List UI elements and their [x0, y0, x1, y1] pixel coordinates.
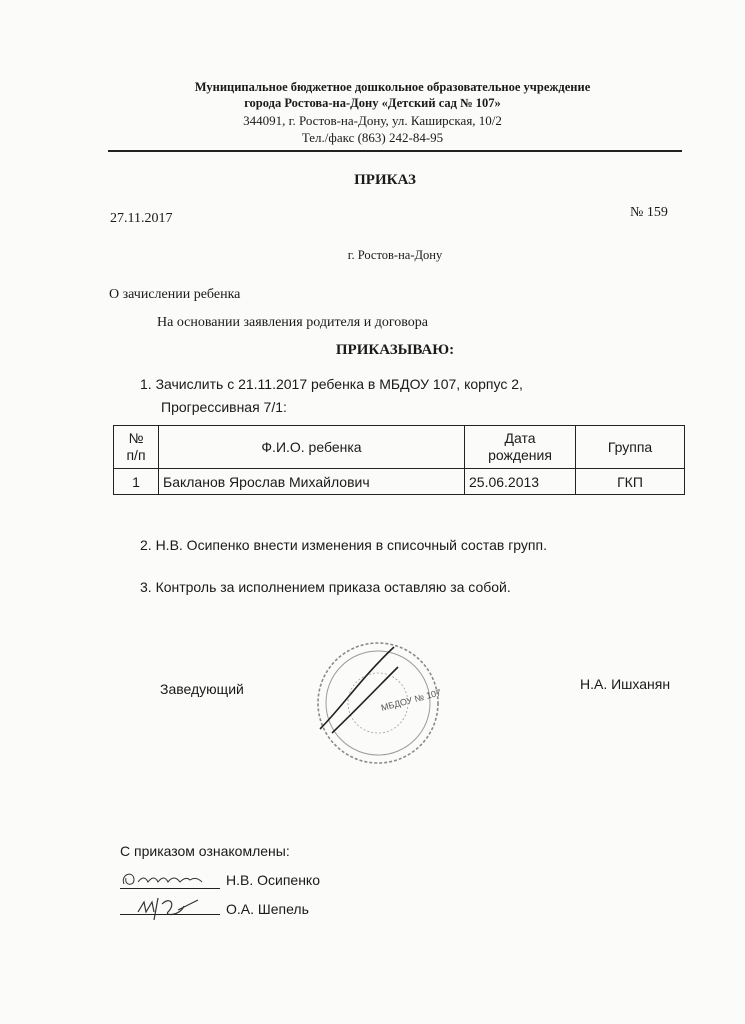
official-stamp	[312, 637, 444, 769]
header-divider	[108, 150, 682, 152]
signer-role: Заведующий	[160, 681, 244, 697]
doc-subject: О зачислении ребенка	[109, 287, 241, 302]
col-header-group: Группа	[576, 426, 685, 469]
signature-line-1	[120, 888, 220, 889]
doc-date: 27.11.2017	[110, 211, 173, 226]
table-header-row	[114, 426, 685, 469]
order-item-3: 3. Контроль за исполнением приказа оставляю за собой.	[140, 579, 511, 595]
cell-group: ГКП	[576, 469, 685, 495]
order-item-1-line1: 1. Зачислить с 21.11.2017 ребенка в МБДОУ 107, корпус 2,	[140, 376, 523, 392]
cell-dob: 25.06.2013	[465, 469, 576, 495]
col-header-num: № п/п	[114, 426, 159, 469]
children-table	[113, 425, 685, 495]
doc-city: г. Ростов-на-Дону	[347, 248, 443, 262]
doc-title: ПРИКАЗ	[354, 172, 416, 188]
doc-basis: На основании заявления родителя и договора	[157, 315, 428, 330]
table-row	[114, 469, 685, 495]
doc-number: № 159	[630, 205, 668, 220]
cell-name: Бакланов Ярослав Михайлович	[159, 469, 465, 495]
order-item-2: 2. Н.В. Осипенко внести изменения в списочный состав групп.	[140, 537, 547, 553]
order-heading: ПРИКАЗЫВАЮ:	[335, 342, 455, 358]
org-address: 344091, г. Ростов-на-Дону, ул. Каширская, 10/2	[243, 113, 502, 128]
head-signature-scribble	[320, 647, 398, 733]
org-name-line1: Муниципальное бюджетное дошкольное образовательное учреждение	[194, 80, 591, 94]
signature-2-scribble	[118, 892, 218, 924]
cell-num: 1	[114, 469, 159, 495]
signature-1-scribble	[120, 868, 220, 890]
ack-person-1: Н.В. Осипенко	[226, 872, 320, 888]
signature-line-2	[120, 914, 220, 915]
order-item-1-line2: Прогрессивная 7/1:	[161, 399, 287, 415]
ack-person-2: О.А. Шепель	[226, 901, 309, 917]
stamp-text: МБДОУ № 107	[379, 687, 443, 713]
col-header-name: Ф.И.О. ребенка	[159, 426, 465, 469]
order-item-1	[140, 373, 523, 419]
acknowledgement-label: С приказом ознакомлены:	[120, 843, 290, 859]
signer-name: Н.А. Ишханян	[580, 676, 671, 692]
col-header-dob: Дата рождения	[465, 426, 576, 469]
org-phone: Тел./факс (863) 242-84-95	[301, 130, 444, 145]
org-name-line2: города Ростова-на-Дону «Детский сад № 107»	[244, 96, 501, 110]
